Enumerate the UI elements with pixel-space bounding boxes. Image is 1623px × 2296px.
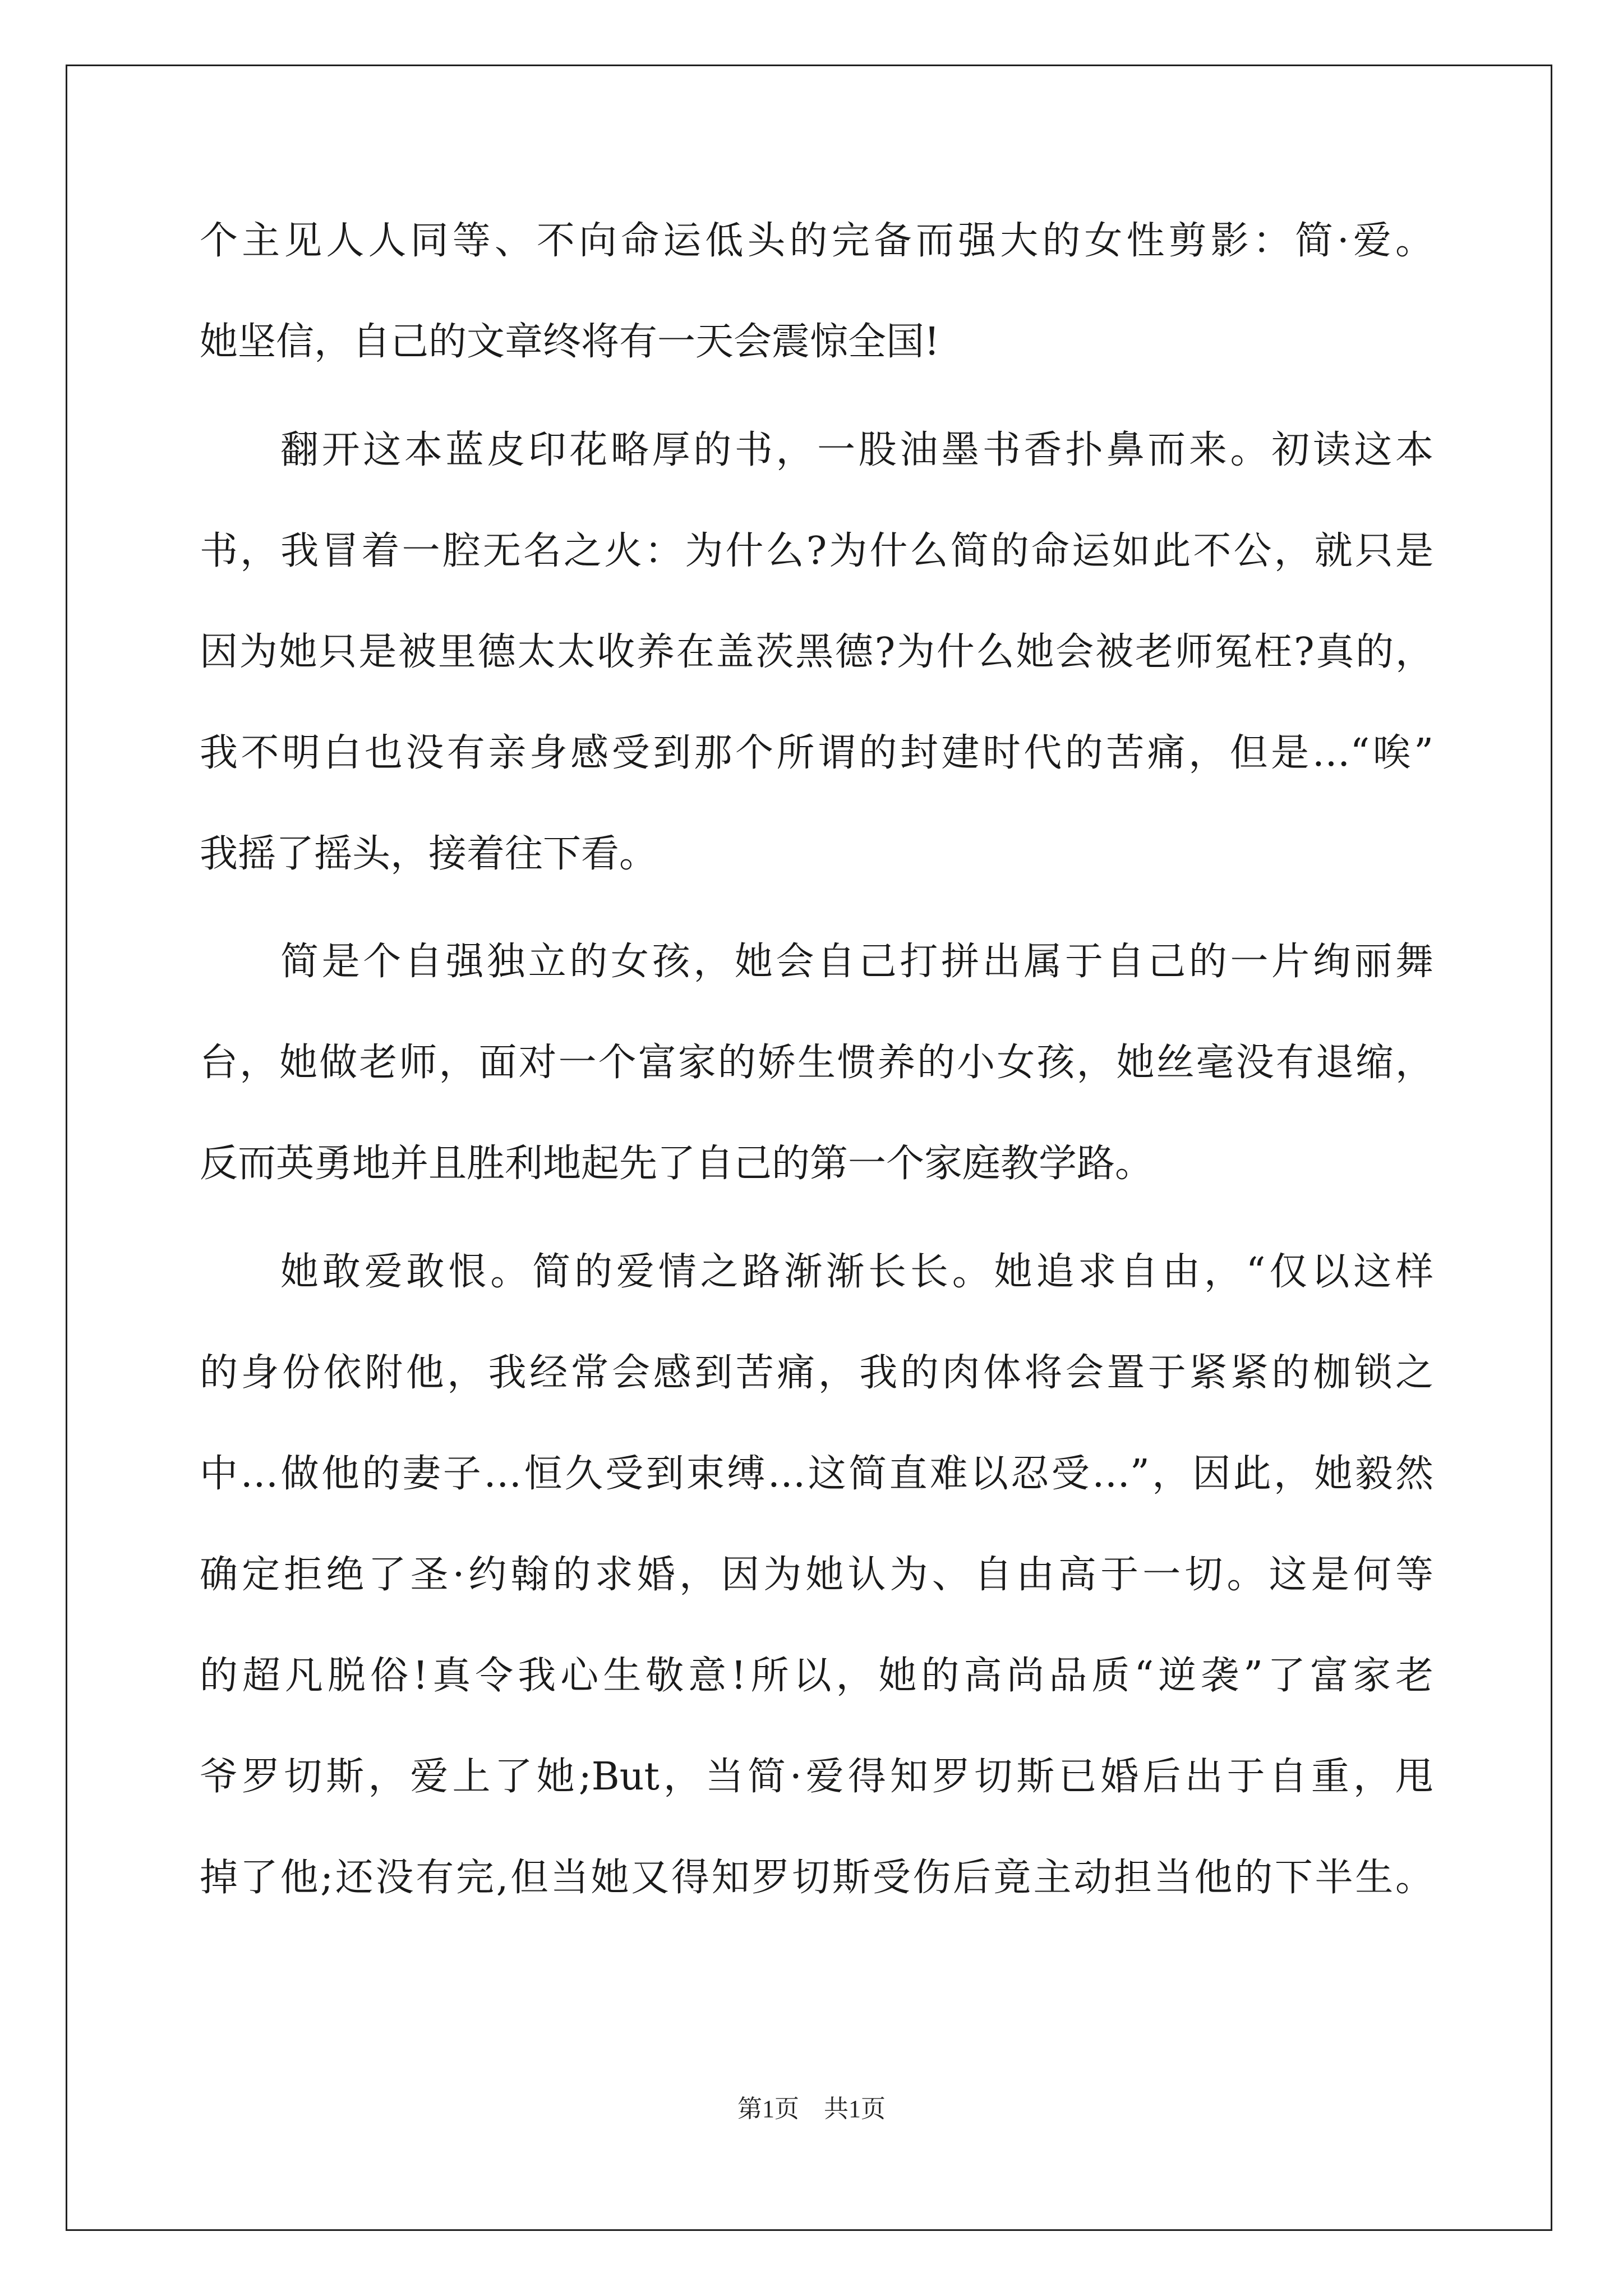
paragraph-first-line: 简是个自强独立的女孩，她会自己打拼出属于自己的一片绚丽舞 <box>280 940 1433 984</box>
text-line: 个主见人人同等、不向命运低头的完备而强大的女性剪影：简·爱。 <box>200 219 1433 263</box>
text-line: 中…做他的妻子…恒久受到束缚…这简直难以忍受…”，因此，她毅然 <box>200 1452 1433 1496</box>
text-line: 书，我冒着一腔无名之火：为什么?为什么简的命运如此不公，就只是 <box>200 529 1433 573</box>
paragraph-first-line: 翻开这本蓝皮印花略厚的书，一股油墨书香扑鼻而来。初读这本 <box>280 428 1433 472</box>
text-line: 掉了他;还没有完,但当她又得知罗切斯受伤后竟主动担当他的下半生。 <box>200 1856 1433 1900</box>
text-line: 的超凡脱俗!真令我心生敬意!所以，她的高尚品质“逆袭”了富家老 <box>200 1654 1433 1698</box>
text-line: 的身份依附他，我经常会感到苦痛，我的肉体将会置于紧紧的枷锁之 <box>200 1351 1433 1395</box>
text-line: 我摇了摇头，接着往下看。 <box>200 832 658 876</box>
text-line: 爷罗切斯，爱上了她;But，当简·爱得知罗切斯已婚后出于自重，甩 <box>200 1755 1433 1799</box>
text-line: 她坚信，自己的文章终将有一天会震惊全国! <box>200 320 940 364</box>
text-line: 确定拒绝了圣·约翰的求婚，因为她认为、自由高于一切。这是何等 <box>200 1553 1433 1597</box>
page-footer: 第1页 共1页 <box>737 2095 886 2123</box>
text-line: 反而英勇地并且胜利地起先了自己的第一个家庭教学路。 <box>200 1142 1154 1186</box>
paragraph-first-line: 她敢爱敢恨。简的爱情之路渐渐长长。她追求自由，“仅以这样 <box>280 1250 1433 1294</box>
text-line: 因为她只是被里德太太收养在盖茨黑德?为什么她会被老师冤枉?真的， <box>200 630 1433 674</box>
text-line: 台，她做老师，面对一个富家的娇生惯养的小女孩，她丝毫没有退缩， <box>200 1041 1433 1085</box>
text-line: 我不明白也没有亲身感受到那个所谓的封建时代的苦痛，但是…“唉” <box>200 731 1433 775</box>
